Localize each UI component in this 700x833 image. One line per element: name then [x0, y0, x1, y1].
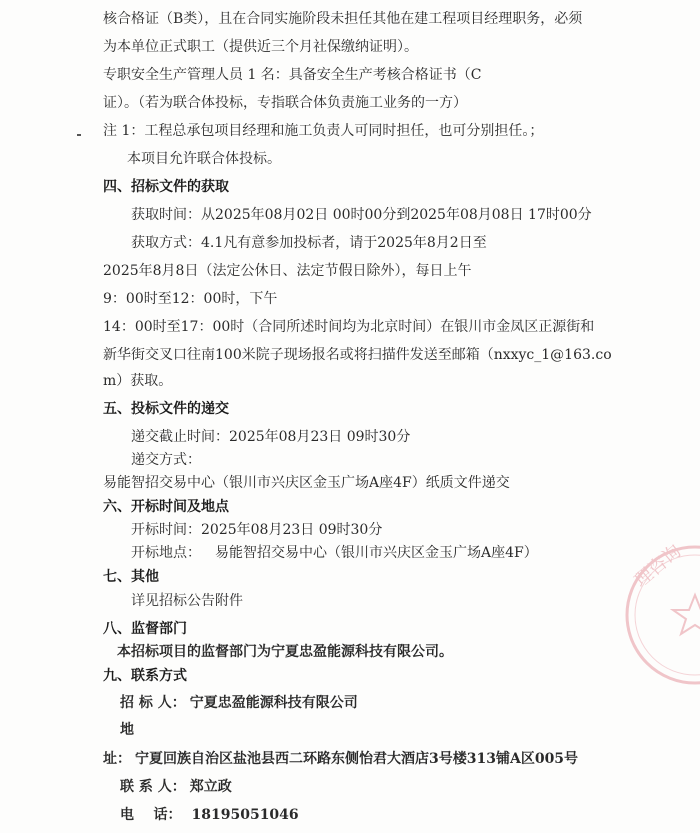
section-heading-8: 八、监督部门 [103, 621, 187, 637]
text-line: 本招标项目的监督部门为宁夏忠盈能源科技有限公司。 [117, 644, 453, 660]
note-line: 注 1：工程总承包项目经理和施工负责人可同时担任，也可分别担任。； [103, 123, 544, 139]
contact-row-tenderer [120, 694, 358, 712]
contact-value: 宁夏回族自治区盐池县西二环路东侧怡君大酒店3号楼313铺A区005号 [135, 751, 579, 767]
contact-label: 电 话： [120, 807, 182, 823]
contact-value: 郑立政 [189, 779, 232, 795]
text-line: 证）。（若为联合体投标，专指联合体负责施工业务的一方） [103, 95, 467, 111]
contact-label: 招 标 人： [120, 695, 186, 711]
text-line: 2025年8月8日（法定公休日、法定节假日除外），每日上午 [103, 263, 472, 279]
value: 易能智招交易中心（银川市兴庆区金玉广场A座4F） [215, 545, 538, 561]
section-heading-4: 四、招标文件的获取 [103, 179, 229, 195]
text-line [131, 544, 538, 562]
contact-label: 联 系 人： [120, 779, 186, 795]
text-line: 本项目允许联合体投标。 [127, 151, 281, 167]
text-line: 专职安全生产管理人员 1 名：具备安全生产考核合格证书（C [103, 67, 482, 83]
contact-label: 址： [103, 751, 131, 767]
text-line: 获取时间：从2025年08月02日 00时00分到2025年08月08日 17时00分 [131, 207, 592, 223]
label: 开标地点： [131, 545, 201, 561]
section-heading-6: 六、开标时间及地点 [103, 499, 229, 515]
contact-value: 18195051046 [191, 807, 299, 823]
contact-row-address [103, 750, 578, 768]
svg-text:理咨询: 理咨询 [630, 540, 686, 592]
text-line: 14：00时至17：00时（合同所述时间均为北京时间）在银川市金凤区正源街和 [103, 319, 595, 335]
text-line: m）获取。 [103, 373, 173, 389]
text-line: 新华街交叉口往南100米院子现场报名或将扫描件发送至邮箱（nxxyc_1@163.co [103, 347, 612, 363]
seal-stamp-icon [620, 540, 700, 690]
contact-label: 地 [120, 722, 134, 738]
text-line: 详见招标公告附件 [131, 593, 243, 609]
text-line: 为本单位正式职工（提供近三个月社保缴纳证明）。 [103, 39, 418, 55]
text-line: 易能智招交易中心（银川市兴庆区金玉广场A座4F）纸质文件递交 [103, 475, 510, 491]
section-heading-7: 七、其他 [103, 569, 159, 585]
text-line: 递交方式： [131, 452, 201, 468]
text-line: 递交截止时间：2025年08月23日 09时30分 [131, 429, 411, 445]
contact-value: 宁夏忠盈能源科技有限公司 [189, 695, 358, 711]
text-line: 核合格证（B类），且在合同实施阶段未担任其他在建工程项目经理职务，必须 [103, 11, 583, 27]
text-line: 开标时间：2025年08月23日 09时30分 [131, 522, 383, 538]
contact-row-person [120, 778, 232, 796]
text-line: 9：00时至12：00时，下午 [103, 291, 278, 307]
section-heading-5: 五、投标文件的递交 [103, 401, 229, 417]
margin-mark [77, 134, 81, 136]
text-line: 获取方式：4.1凡有意参加投标者，请于2025年8月2日至 [131, 235, 487, 251]
contact-row-phone [120, 806, 299, 824]
section-heading-9: 九、联系方式 [103, 668, 187, 684]
